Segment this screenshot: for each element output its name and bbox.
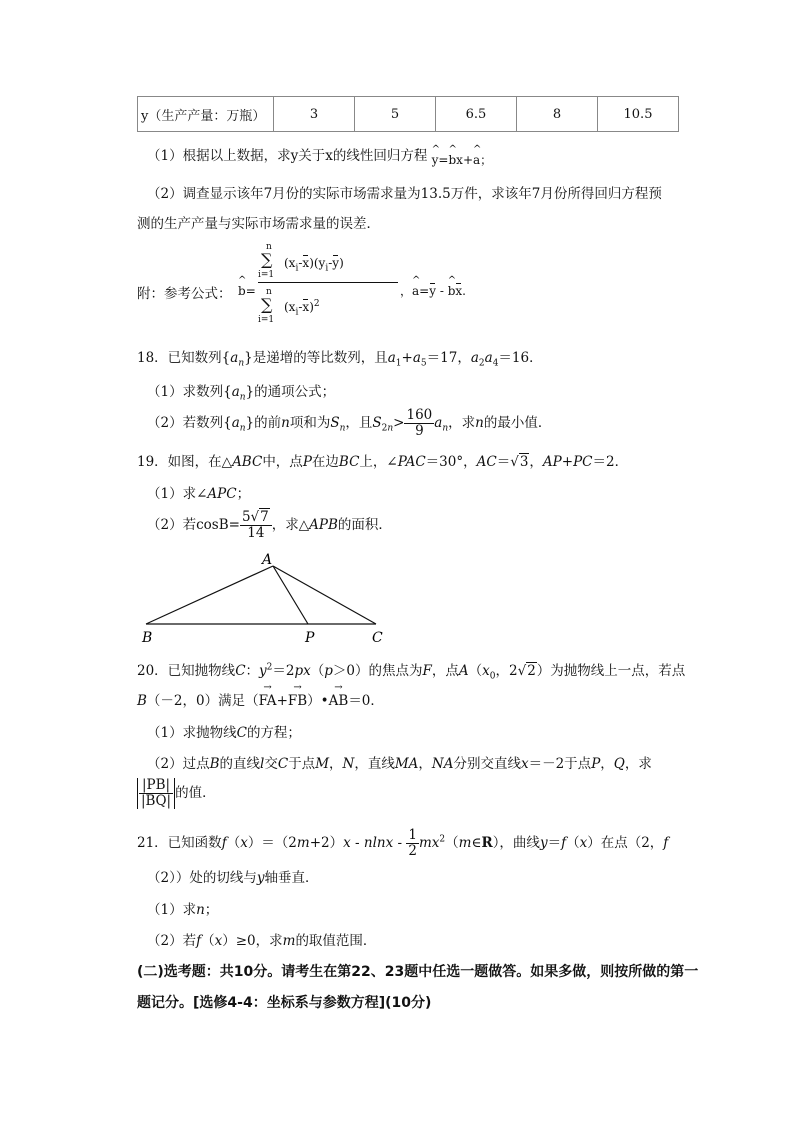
q17-part2-line2: 测的生产产量与实际市场需求量的误差． (137, 216, 380, 232)
table-cell: 3 (274, 97, 355, 132)
b-hat-symbol: ^ b= (238, 284, 256, 298)
table-cell: 5 (355, 97, 436, 132)
q20-part2-end: $\frac{|PB|}{|BQ|}$ 的值． (137, 778, 216, 809)
section-header-line2: 题记分。[选修4-4：坐标系与参数方程](10分) (137, 995, 432, 1011)
q17-part1 (147, 144, 493, 167)
table-cell: 6.5 (436, 97, 517, 132)
q20-stem-line1: 20．已知抛物线C：$y^2=2px(p>0)$的焦点为F，点$A(x_0$，2√2）为抛物线上一点，若点 (137, 662, 686, 682)
q17-part2-line1: （2）调查显示该年7月份的实际市场需求量为13.5万件，求该年7月份所得回归方程预 (147, 186, 662, 202)
q18-part1: （1）求数列$\{a_n\}$的通项公式； (147, 384, 336, 403)
q20-part2-end-text: 的值． (175, 784, 216, 801)
regression-equation: ^ y=^ bx+^ a； (432, 153, 493, 167)
q20-part2: （2）过点B的直线l交C于点M，N，直线MA，NA分别交直线x＝－2于点P，Q，求 (147, 756, 652, 772)
label-p: P (305, 630, 315, 646)
q21-stem-line1: 21．已知函数f（x）＝（2m+2）x - nlnx - $\frac{1}{2}$ $mx^2(m\in R)$，曲线y＝f（x）在点（2，f (137, 827, 669, 859)
a-formula: ，^ a=y - ^ bx. (400, 282, 466, 299)
formula-denominator: n ∑ i=1 $(x_i-x)^2$ (258, 287, 320, 325)
table-header-cell: y（生产产量：万瓶） (138, 97, 274, 132)
q21-part2: （2）若f（x）≥0，求m的取值范围． (147, 933, 377, 949)
q21-stem-line2: （2））处的切线与y轴垂直． (147, 870, 319, 886)
q21-part1: （1）求n； (147, 902, 219, 918)
segment-ap (273, 566, 308, 624)
data-table (137, 96, 679, 132)
formula-numerator: n ∑ i=1 $(x_i-x)(y_i-y)$ (258, 244, 398, 283)
q19-part2: （2）若cosB= $\frac{5√7}{14}$ ，求△APB的面积． (147, 509, 392, 541)
label-a: A (262, 552, 273, 568)
side-ac (273, 566, 376, 624)
q19-stem: 19．如图，在△ABC中，点P在边BC上，∠PAC＝30°，AC＝√3，AP+PC＝2． (137, 454, 629, 470)
table-cell: 10.5 (598, 97, 679, 132)
reference-label: 附：参考公式： (137, 286, 232, 302)
label-b: B (142, 630, 153, 646)
q18-part2: （2）若数列$\{a_n\}$的前n项和为$S_n$，且$S_{2n}>$ $\frac{160}{9}$ $a_n$，求n的最小值． (147, 407, 552, 439)
table-row (138, 97, 679, 132)
b-formula-fraction (258, 244, 398, 327)
q17-part1-text: （1）根据以上数据，求y关于x的线性回归方程 (147, 148, 428, 164)
label-c: C (372, 630, 383, 646)
q20-stem-line2: B（－2，0）满足（→ FA+→ FB）•→ AB＝0． (137, 689, 384, 709)
q19-part1: （1）求∠APC； (147, 486, 251, 502)
q18-stem: 18．已知数列$\{a_n\}$是递增的等比数列，且$a_1+a_5=17$，$a_2a_4=16$． (137, 350, 543, 369)
table-cell: 8 (517, 97, 598, 132)
q20-part1: （1）求抛物线C的方程； (147, 725, 301, 741)
triangle-figure (130, 548, 400, 648)
section-header-line1: (二)选考题：共10分。请考生在第22、23题中任选一题做答。如果多做，则按所做的第一 (137, 964, 699, 980)
side-ab (146, 566, 273, 624)
